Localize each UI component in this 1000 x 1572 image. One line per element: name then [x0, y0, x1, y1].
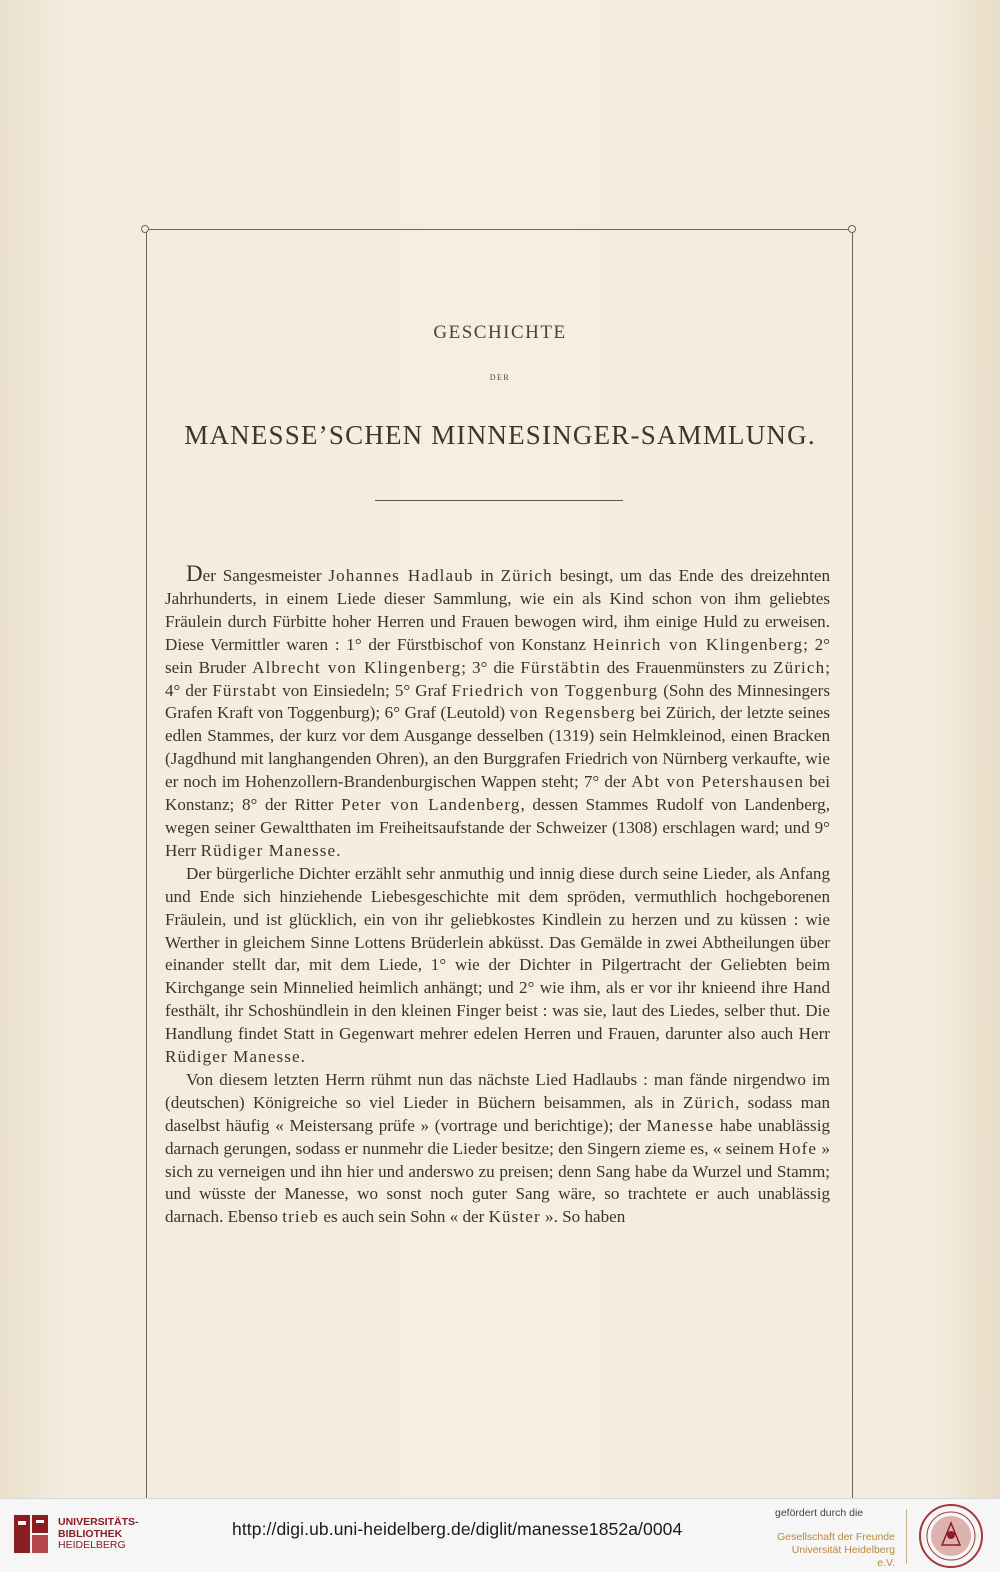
text-run: besingt, um das Ende des dreizehnten Jahrhunderts, in einem Liede dieser Sammlung, wie ein als Kind schon von ihm geliebtes Fräulein durch Fürbitte hoher Herren und Frauen bewogen wird, ihm einige Huld zu erweisen. Diese Vermittler waren : 1° der Fürstbischof von Konstanz [165, 566, 830, 654]
name-run: Zürich [682, 1092, 736, 1112]
name-run: Heinrich von Klingenberg [592, 634, 804, 654]
name-run: Manesse [646, 1115, 715, 1135]
name-run: Hofe [778, 1138, 818, 1158]
title-divider [375, 500, 623, 501]
sponsor-name-line: Universität Heidelberg e.V. [791, 1544, 895, 1569]
text-run: Der bürgerliche Dichter erzählt sehr anmuthig und innig diese durch seine Lieder, als Anfang und Ende sich hinziehende Liebesgeschichte mit dem spröden, vermuthlich hochgeborenen Fräulein, und ist glücklich, ein von ihr geliebkostes Kindlein zu herzen und zu küssen : wie Werther in gleichem Sinne Lottens Brüderlein abküsst. Das Gemälde in zwei Abtheilungen über einander stellt dar, mit dem Liede, 1° wie der Dichter in Pilgertracht der Geliebten beim Kirchgange sein Minnelied heimlich anhängt; und 2° wie ihm, als er vor ihr knieend ihre Hand festhält, ihr Schoshündlein in den kleinen Finger beist : was sie, laut des Liedes, selber thut. Die Handlung findet Statt in Gegenwart mehrer edelen Herren und Frauen, darunter also auch Herr [165, 863, 830, 1044]
paragraph-1 [165, 563, 830, 863]
text-run: ». So haben [540, 1207, 626, 1227]
library-name-line: UNIVERSITÄTS- [58, 1516, 139, 1528]
text-run: Von diesem letzten Herrn rühmt nun das nächste Lied Hadlaubs : man fände nirgendwo im (deutschen) Königreiche so viel Lieder in Büchern beisammen, als in [165, 1069, 830, 1112]
footer-bar [0, 1498, 1000, 1572]
name-run: Rüdiger Manesse [165, 1047, 301, 1067]
name-run: Fürstäbtin [520, 657, 601, 677]
text-run: ; 3° die [461, 657, 521, 677]
library-name-line: BIBLIOTHEK [58, 1527, 123, 1540]
library-name[interactable] [58, 1517, 139, 1552]
sponsor-intro: gefördert durch die [775, 1507, 864, 1519]
library-name-line: HEIDELBERG [58, 1539, 126, 1551]
frame-top-line [149, 229, 849, 230]
text-run: ; 4° der [165, 657, 830, 700]
text-run: er Sangesmeister [202, 566, 329, 585]
footer-divider [906, 1509, 907, 1564]
body-text [165, 563, 830, 1229]
text-run: von Einsiedeln; 5° Graf [277, 680, 452, 700]
text-run: bei Konstanz; 8° der Ritter [165, 772, 830, 815]
text-run: es auch sein Sohn « der [319, 1207, 489, 1227]
university-library-logo-icon[interactable] [12, 1511, 52, 1557]
name-run: Peter von Landenberg [341, 795, 521, 815]
page-title: MANESSE’SCHEN MINNESINGER-SAMMLUNG. [184, 420, 816, 450]
text-run: bei Zürich, der letzte seines edlen Stammes, der kurz vor dem Ausgange desselben (1319) sein Helmkleinod, einen Bracken (Jagdhund mit langhangenden Ohren), an den Burggrafen Friedrich von Nürnberg verkaufte, wie er noch im Hohenzollern-Brandenburgischen Wappen steht; 7° der [165, 703, 830, 792]
text-run: » sich zu verneigen und ihn hier und anderswo zu preisen; denn Sang habe da Wurzel und Stamm; und wüsste der Manesse, wo sonst noch guter Sang wäre, so trachtete er auch unablässig darnach. Ebenso [165, 1138, 830, 1227]
frame-corner-ornament-icon [848, 225, 856, 233]
drop-cap: D [186, 561, 203, 586]
text-run: , sodass man daselbst häufig « Meistersang prüfe » (vortrage und berichtige); der [165, 1092, 831, 1135]
title-line-geschichte: GESCHICHTE [433, 322, 567, 343]
name-run: Rüdiger Manesse [200, 840, 337, 860]
name-run: Friedrich von Toggenburg [451, 680, 659, 700]
text-run: des Frauenmünsters zu [600, 657, 774, 677]
frame-corner-ornament-icon [141, 225, 149, 233]
paragraph-3 [165, 1069, 830, 1229]
text-run: in [473, 566, 501, 585]
paragraph-2 [165, 863, 830, 1069]
text-run: . [336, 840, 341, 860]
name-run: Abt von Petershausen [631, 772, 804, 792]
name-run: trieb [282, 1207, 320, 1227]
text-run: , dessen Stammes Rudolf von Landenberg, wegen seiner Gewaltthaten im Freiheitsaufstande der Schweizer (1308) erschlagen ward; und 9° Herr [165, 795, 831, 860]
name-run: Fürstabt [212, 680, 278, 700]
name-run: von Regensberg [509, 703, 636, 723]
text-run: (Sohn des Minnesingers Grafen Kraft von Toggenburg); 6° Graf (Leutold) [165, 680, 830, 723]
name-run: Küster [488, 1207, 541, 1227]
text-run: . [300, 1047, 305, 1067]
sponsor-name[interactable] [777, 1531, 895, 1570]
text-run: ; 2° sein Bruder [165, 634, 831, 677]
title-line-der: DER [489, 373, 511, 382]
name-run: Zürich [773, 657, 826, 677]
name-run: Johannes Hadlaub [328, 566, 474, 585]
sponsor-name-line: Gesellschaft der Freunde [777, 1531, 895, 1543]
university-seal-icon[interactable] [918, 1503, 984, 1569]
permalink-url[interactable]: http://digi.ub.uni-heidelberg.de/diglit/manesse1852a/0004 [232, 1519, 683, 1539]
name-run: Zürich [500, 566, 553, 585]
name-run: Albrecht von Klingenberg [252, 657, 462, 677]
text-run: habe unablässig darnach gerungen, sodass er nunmehr die Lieder besitze; den Singern zieme es, « seinem [165, 1115, 830, 1158]
